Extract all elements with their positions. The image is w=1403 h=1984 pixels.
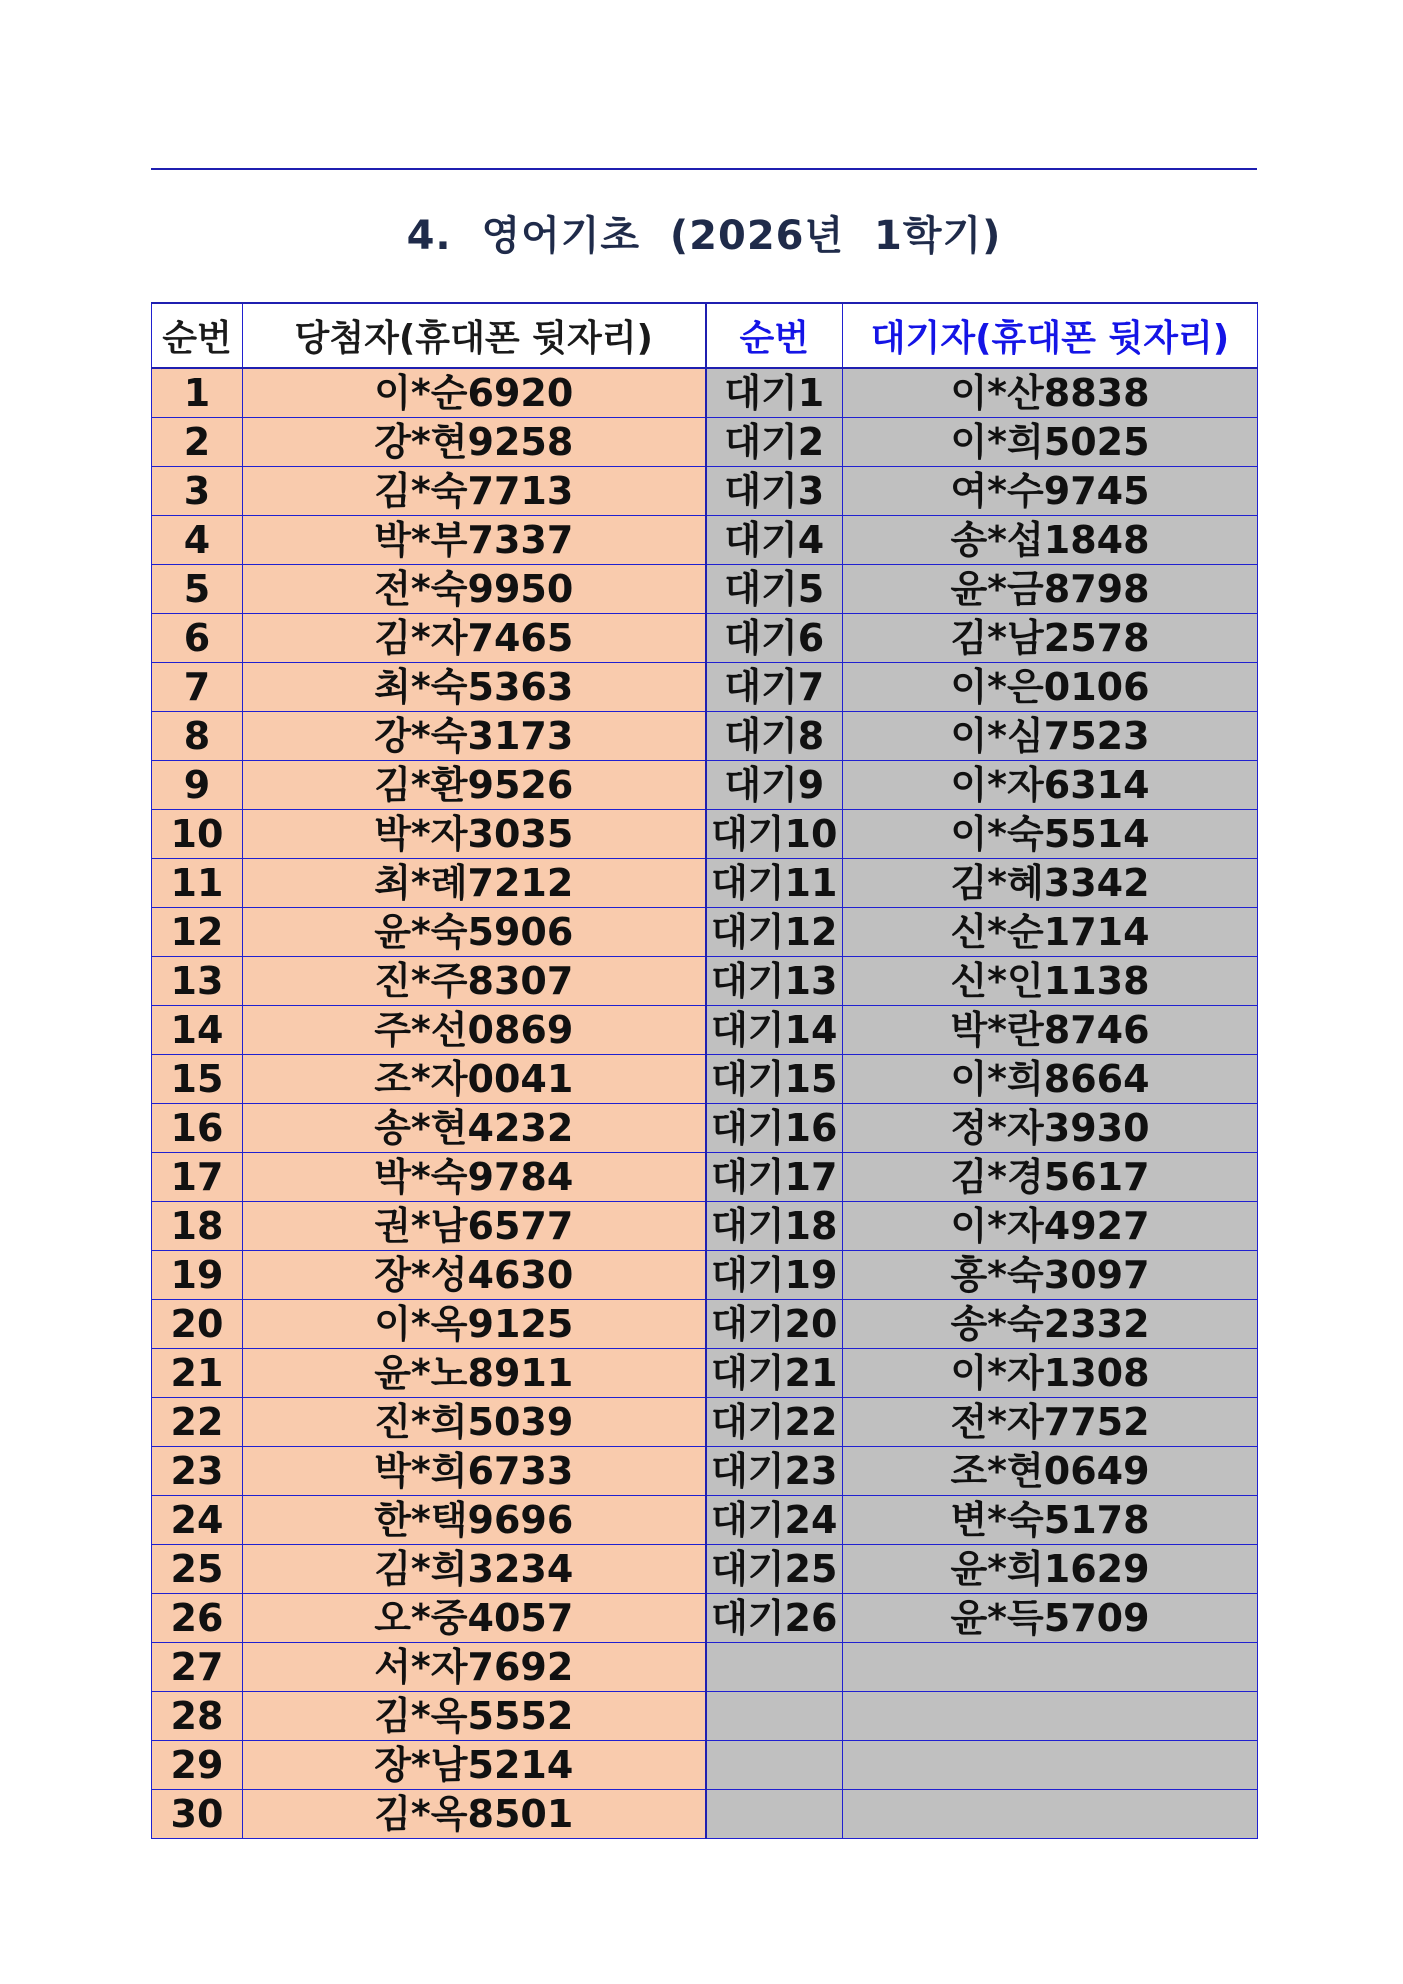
waitlist-name-cell: 홍*숙3097	[843, 1251, 1258, 1300]
winner-number-cell: 13	[152, 957, 243, 1006]
winner-number-cell: 2	[152, 418, 243, 467]
winner-number-cell: 25	[152, 1545, 243, 1594]
waitlist-name-cell: 윤*희1629	[843, 1545, 1258, 1594]
winner-name-cell: 김*옥8501	[243, 1790, 706, 1839]
winner-number-cell: 7	[152, 663, 243, 712]
winner-number-cell: 1	[152, 368, 243, 418]
waitlist-name-cell: 김*경5617	[843, 1153, 1258, 1202]
waitlist-name-cell: 김*남2578	[843, 614, 1258, 663]
table-row	[152, 957, 1258, 1006]
winner-number-cell: 18	[152, 1202, 243, 1251]
waitlist-number-cell: 대기3	[706, 467, 843, 516]
waitlist-number-cell	[706, 1692, 843, 1741]
winner-number-cell: 23	[152, 1447, 243, 1496]
winner-name-cell: 김*희3234	[243, 1545, 706, 1594]
winner-name-cell: 한*택9696	[243, 1496, 706, 1545]
waitlist-number-cell: 대기23	[706, 1447, 843, 1496]
winner-number-cell: 8	[152, 712, 243, 761]
header-wait-number: 순번	[706, 303, 843, 368]
waitlist-number-cell: 대기13	[706, 957, 843, 1006]
winner-number-cell: 26	[152, 1594, 243, 1643]
winner-name-cell: 박*자3035	[243, 810, 706, 859]
winner-name-cell: 박*숙9784	[243, 1153, 706, 1202]
winner-number-cell: 24	[152, 1496, 243, 1545]
winner-name-cell: 김*환9526	[243, 761, 706, 810]
table-row	[152, 908, 1258, 957]
waitlist-number-cell: 대기19	[706, 1251, 843, 1300]
winner-number-cell: 28	[152, 1692, 243, 1741]
table-row	[152, 1643, 1258, 1692]
winner-number-cell: 17	[152, 1153, 243, 1202]
waitlist-name-cell: 이*심7523	[843, 712, 1258, 761]
winner-name-cell: 최*례7212	[243, 859, 706, 908]
waitlist-number-cell	[706, 1643, 843, 1692]
waitlist-name-cell: 송*섭1848	[843, 516, 1258, 565]
winner-number-cell: 29	[152, 1741, 243, 1790]
table-row	[152, 1398, 1258, 1447]
waitlist-name-cell: 전*자7752	[843, 1398, 1258, 1447]
winner-number-cell: 21	[152, 1349, 243, 1398]
table-row	[152, 368, 1258, 418]
waitlist-name-cell: 이*자6314	[843, 761, 1258, 810]
waitlist-number-cell: 대기8	[706, 712, 843, 761]
table-row	[152, 1202, 1258, 1251]
header-winner: 당첨자(휴대폰 뒷자리)	[243, 303, 706, 368]
winner-number-cell: 6	[152, 614, 243, 663]
winner-number-cell: 4	[152, 516, 243, 565]
table-row	[152, 1104, 1258, 1153]
winner-name-cell: 오*중4057	[243, 1594, 706, 1643]
waitlist-number-cell: 대기15	[706, 1055, 843, 1104]
table-row	[152, 810, 1258, 859]
table-header-row	[152, 303, 1258, 368]
table-row	[152, 565, 1258, 614]
waitlist-number-cell: 대기6	[706, 614, 843, 663]
winner-name-cell: 장*남5214	[243, 1741, 706, 1790]
winner-name-cell: 윤*노8911	[243, 1349, 706, 1398]
waitlist-number-cell: 대기16	[706, 1104, 843, 1153]
winner-number-cell: 16	[152, 1104, 243, 1153]
table-row	[152, 1153, 1258, 1202]
table-row	[152, 761, 1258, 810]
winner-number-cell: 12	[152, 908, 243, 957]
table-row	[152, 663, 1258, 712]
waitlist-number-cell	[706, 1741, 843, 1790]
waitlist-name-cell	[843, 1692, 1258, 1741]
winner-name-cell: 조*자0041	[243, 1055, 706, 1104]
waitlist-number-cell: 대기17	[706, 1153, 843, 1202]
table-row	[152, 859, 1258, 908]
waitlist-number-cell: 대기7	[706, 663, 843, 712]
winner-number-cell: 14	[152, 1006, 243, 1055]
winner-name-cell: 김*옥5552	[243, 1692, 706, 1741]
waitlist-name-cell: 신*인1138	[843, 957, 1258, 1006]
waitlist-name-cell: 변*숙5178	[843, 1496, 1258, 1545]
winner-name-cell: 김*자7465	[243, 614, 706, 663]
page-title: 4. 영어기초 (2026년 1학기)	[406, 213, 1002, 259]
table-row	[152, 1006, 1258, 1055]
waitlist-number-cell: 대기14	[706, 1006, 843, 1055]
table-row	[152, 1496, 1258, 1545]
winner-name-cell: 강*숙3173	[243, 712, 706, 761]
winner-number-cell: 10	[152, 810, 243, 859]
waitlist-number-cell: 대기22	[706, 1398, 843, 1447]
waitlist-name-cell: 이*은0106	[843, 663, 1258, 712]
waitlist-number-cell: 대기9	[706, 761, 843, 810]
table-row	[152, 614, 1258, 663]
winner-name-cell: 박*부7337	[243, 516, 706, 565]
lottery-result-table	[151, 302, 1258, 1839]
winner-name-cell: 진*희5039	[243, 1398, 706, 1447]
waitlist-name-cell	[843, 1643, 1258, 1692]
winner-number-cell: 15	[152, 1055, 243, 1104]
waitlist-number-cell: 대기4	[706, 516, 843, 565]
waitlist-name-cell	[843, 1741, 1258, 1790]
winner-name-cell: 장*성4630	[243, 1251, 706, 1300]
waitlist-number-cell: 대기12	[706, 908, 843, 957]
table-row	[152, 516, 1258, 565]
header-number: 순번	[152, 303, 243, 368]
table-row	[152, 1545, 1258, 1594]
table-row	[152, 1594, 1258, 1643]
waitlist-number-cell: 대기1	[706, 368, 843, 418]
waitlist-name-cell: 윤*득5709	[843, 1594, 1258, 1643]
waitlist-number-cell: 대기24	[706, 1496, 843, 1545]
table-row	[152, 1741, 1258, 1790]
table-row	[152, 1251, 1258, 1300]
table-body	[152, 368, 1258, 1839]
waitlist-name-cell: 이*숙5514	[843, 810, 1258, 859]
winner-number-cell: 27	[152, 1643, 243, 1692]
waitlist-name-cell: 이*희8664	[843, 1055, 1258, 1104]
waitlist-name-cell: 송*숙2332	[843, 1300, 1258, 1349]
waitlist-name-cell: 조*현0649	[843, 1447, 1258, 1496]
winner-number-cell: 5	[152, 565, 243, 614]
table-row	[152, 467, 1258, 516]
waitlist-number-cell: 대기10	[706, 810, 843, 859]
waitlist-number-cell: 대기11	[706, 859, 843, 908]
waitlist-name-cell: 이*산8838	[843, 368, 1258, 418]
winner-name-cell: 송*현4232	[243, 1104, 706, 1153]
waitlist-name-cell: 김*혜3342	[843, 859, 1258, 908]
waitlist-name-cell: 이*희5025	[843, 418, 1258, 467]
table-row	[152, 1790, 1258, 1839]
waitlist-number-cell: 대기5	[706, 565, 843, 614]
table-row	[152, 1055, 1258, 1104]
header-waitlist: 대기자(휴대폰 뒷자리)	[843, 303, 1258, 368]
winner-number-cell: 20	[152, 1300, 243, 1349]
table-row	[152, 1447, 1258, 1496]
table-row	[152, 712, 1258, 761]
winner-name-cell: 이*순6920	[243, 368, 706, 418]
winner-name-cell: 김*숙7713	[243, 467, 706, 516]
winner-name-cell: 강*현9258	[243, 418, 706, 467]
waitlist-name-cell: 정*자3930	[843, 1104, 1258, 1153]
table-row	[152, 418, 1258, 467]
waitlist-number-cell: 대기2	[706, 418, 843, 467]
waitlist-number-cell: 대기26	[706, 1594, 843, 1643]
winner-number-cell: 19	[152, 1251, 243, 1300]
waitlist-name-cell: 박*란8746	[843, 1006, 1258, 1055]
waitlist-name-cell: 윤*금8798	[843, 565, 1258, 614]
table-row	[152, 1349, 1258, 1398]
winner-name-cell: 최*숙5363	[243, 663, 706, 712]
waitlist-number-cell: 대기18	[706, 1202, 843, 1251]
winner-name-cell: 진*주8307	[243, 957, 706, 1006]
winner-number-cell: 30	[152, 1790, 243, 1839]
top-rule	[151, 168, 1257, 170]
winner-number-cell: 22	[152, 1398, 243, 1447]
waitlist-number-cell: 대기21	[706, 1349, 843, 1398]
winner-name-cell: 이*옥9125	[243, 1300, 706, 1349]
winner-name-cell: 서*자7692	[243, 1643, 706, 1692]
winner-name-cell: 박*희6733	[243, 1447, 706, 1496]
table-row	[152, 1300, 1258, 1349]
winner-name-cell: 권*남6577	[243, 1202, 706, 1251]
waitlist-name-cell: 신*순1714	[843, 908, 1258, 957]
waitlist-name-cell: 여*수9745	[843, 467, 1258, 516]
waitlist-number-cell: 대기25	[706, 1545, 843, 1594]
winner-name-cell: 주*선0869	[243, 1006, 706, 1055]
waitlist-number-cell: 대기20	[706, 1300, 843, 1349]
waitlist-name-cell	[843, 1790, 1258, 1839]
waitlist-number-cell	[706, 1790, 843, 1839]
winner-number-cell: 11	[152, 859, 243, 908]
table-row	[152, 1692, 1258, 1741]
waitlist-name-cell: 이*자1308	[843, 1349, 1258, 1398]
waitlist-name-cell: 이*자4927	[843, 1202, 1258, 1251]
winner-name-cell: 전*숙9950	[243, 565, 706, 614]
winner-name-cell: 윤*숙5906	[243, 908, 706, 957]
winner-number-cell: 9	[152, 761, 243, 810]
winner-number-cell: 3	[152, 467, 243, 516]
